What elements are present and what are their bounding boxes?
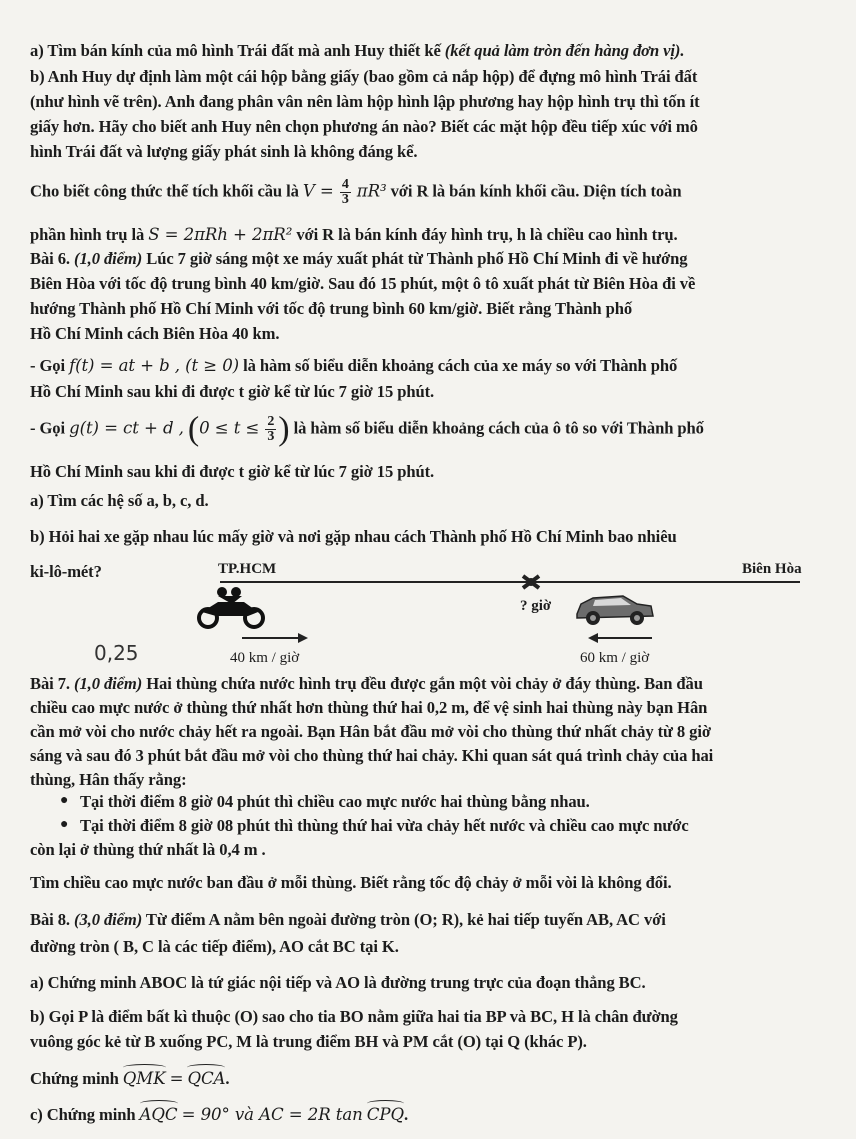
problem6-question-a: a) Tìm các hệ số a, b, c, d. (30, 491, 209, 510)
problem7-line4: sáng và sau đó 3 phút bắt đầu mở vòi cho thùng thứ hai chảy. Khi quan sát quá trình chảy của hai (30, 746, 714, 765)
problem8-question-b-line2: vuông góc kẻ từ B xuống PC, M là trung điểm BH và PM cắt (O) tại Q (khác P). (30, 1032, 587, 1051)
figure-label-tphcm: TP.HCM (218, 561, 277, 577)
problem7-line2: chiều cao mực nước ở thùng thứ nhất hơn thùng thứ hai 0,2 m, để vệ sinh hai thùng này bạn Hân (30, 698, 708, 717)
arrow-left-icon (588, 633, 652, 643)
car-icon (577, 596, 653, 625)
problem6-line1: Bài 6. (1,0 điểm) Lúc 7 giờ sáng một xe máy xuất phát từ Thành phố Hồ Chí Minh đi về hướng (30, 249, 688, 268)
function-f-definition: - Gọi f(t) = at + b , (t ≥ 0) là hàm số biểu diễn khoảng cách của xe máy so với Thành phố (30, 356, 678, 375)
fraction-2-3: $\frac{2}{3}$ (267, 414, 275, 444)
cylinder-area-formula: phần hình trụ là S = 2πRh + 2πR² với R là bán kính đáy hình trụ, h là chiều cao hình trụ. (30, 225, 678, 244)
problem7-bullet2: Tại thời điểm 8 giờ 08 phút thì thùng thứ hai vừa chảy hết nước và chiều cao mực nước (80, 816, 689, 835)
problem6-line4: Hồ Chí Minh cách Biên Hòa 40 km. (30, 324, 280, 343)
problem8-question-b-line3: Chứng minh QMK = QCA. (30, 1069, 230, 1088)
sphere-volume-formula: Cho biết công thức thể tích khối cầu là V = $\frac{4}{3}$ πR³ với R là bán kính khối cầu. Diện tích toàn (30, 177, 682, 207)
problem5-part-b-line4: hình Trái đất và lượng giấy phát sinh là không đáng kể. (30, 142, 418, 161)
function-g-definition: - Gọi g(t) = ct + d , (0 ≤ t ≤ $\frac{2}{3}$ ) là hàm số biểu diễn khoảng cách của ô tô so với Thành phố (30, 410, 704, 448)
problem8-line2: đường tròn ( B, C là các tiếp điểm), AO cắt BC tại K. (30, 937, 399, 956)
problem5-part-b-line2: (như hình vẽ trên). Anh đang phân vân nên làm hộp hình lập phương hay hộp hình trụ thì tốn ít (30, 92, 700, 111)
problem8-question-c: c) Chứng minh AQC = 90° và AC = 2R tan CPQ. (30, 1105, 409, 1124)
figure-label-speed-motorbike: 40 km / giờ (230, 650, 300, 666)
problem8-question-b-line1: b) Gọi P là điểm bất kì thuộc (O) sao cho tia BO nằm giữa hai tia BP và BC, H là chân đường (30, 1007, 678, 1026)
arrow-right-icon (242, 633, 308, 643)
function-g-line2: Hồ Chí Minh sau khi đi được t giờ kể từ lúc 7 giờ 15 phút. (30, 462, 435, 481)
problem6-question-b-line2: ki-lô-mét? (30, 562, 102, 581)
bullet-icon: ● (60, 793, 69, 808)
problem7-line3: cần mở vòi cho nước chảy hết ra ngoài. Bạn Hân bắt đầu mở vòi cho thùng thứ nhất chảy từ 8 giờ (30, 722, 711, 741)
figure-label-time: ? giờ (520, 598, 552, 614)
figure-label-bien-hoa: Biên Hòa (742, 561, 802, 577)
motorbike-icon (199, 587, 263, 627)
problem7-bullet1: Tại thời điểm 8 giờ 04 phút thì chiều cao mực nước hai thùng bằng nhau. (80, 792, 590, 811)
problem6-question-b-line1: b) Hỏi hai xe gặp nhau lúc mấy giờ và nơi gặp nhau cách Thành phố Hồ Chí Minh bao nhiêu (30, 527, 677, 546)
problem8-line1: Bài 8. (3,0 điểm) Từ điểm A nằm bên ngoài đường tròn (O; R), kẻ hai tiếp tuyến AB, AC với (30, 910, 666, 929)
bullet-icon: ● (60, 817, 69, 832)
fraction-4-3: $\frac{4}{3}$ (341, 177, 349, 207)
problem7-line1: Bài 7. (1,0 điểm) Hai thùng chứa nước hình trụ đều được gắn một vòi chảy ở đáy thùng. Ban đầu (30, 674, 703, 693)
problem5-part-b-line1: b) Anh Huy dự định làm một cái hộp bằng giấy (bao gồm cả nắp hộp) để đựng mô hình Trái đất (30, 67, 698, 86)
problem7-question: Tìm chiều cao mực nước ban đầu ở mỗi thùng. Biết rằng tốc độ chảy ở mỗi vòi là không đổi. (30, 873, 672, 892)
problem6-line3: hướng Thành phố Hồ Chí Minh với tốc độ trung bình 60 km/giờ. Biết rằng Thành phố (30, 299, 633, 318)
problem7-bullet2-line2: còn lại ở thùng thứ nhất là 0,4 m . (30, 840, 266, 859)
problem5-part-b-line3: giấy hơn. Hãy cho biết anh Huy nên chọn phương án nào? Biết các mặt hộp đều tiếp xúc với mô (30, 117, 698, 136)
problem5-part-a: a) Tìm bán kính của mô hình Trái đất mà anh Huy thiết kế (kết quả làm tròn đến hàng đơn vị). (30, 41, 685, 60)
problem6-line2: Biên Hòa với tốc độ trung bình 40 km/giờ. Sau đó 15 phút, một ô tô xuất phát từ Biên Hòa đi về (30, 274, 696, 293)
handwritten-score: 0,25 (94, 641, 139, 665)
figure-label-speed-car: 60 km / giờ (580, 650, 650, 666)
problem7-line5: thùng, Hân thấy rằng: (30, 770, 187, 789)
function-f-line2: Hồ Chí Minh sau khi đi được t giờ kể từ lúc 7 giờ 15 phút. (30, 382, 435, 401)
problem8-question-a: a) Chứng minh ABOC là tứ giác nội tiếp và AO là đường trung trực của đoạn thẳng BC. (30, 973, 646, 992)
